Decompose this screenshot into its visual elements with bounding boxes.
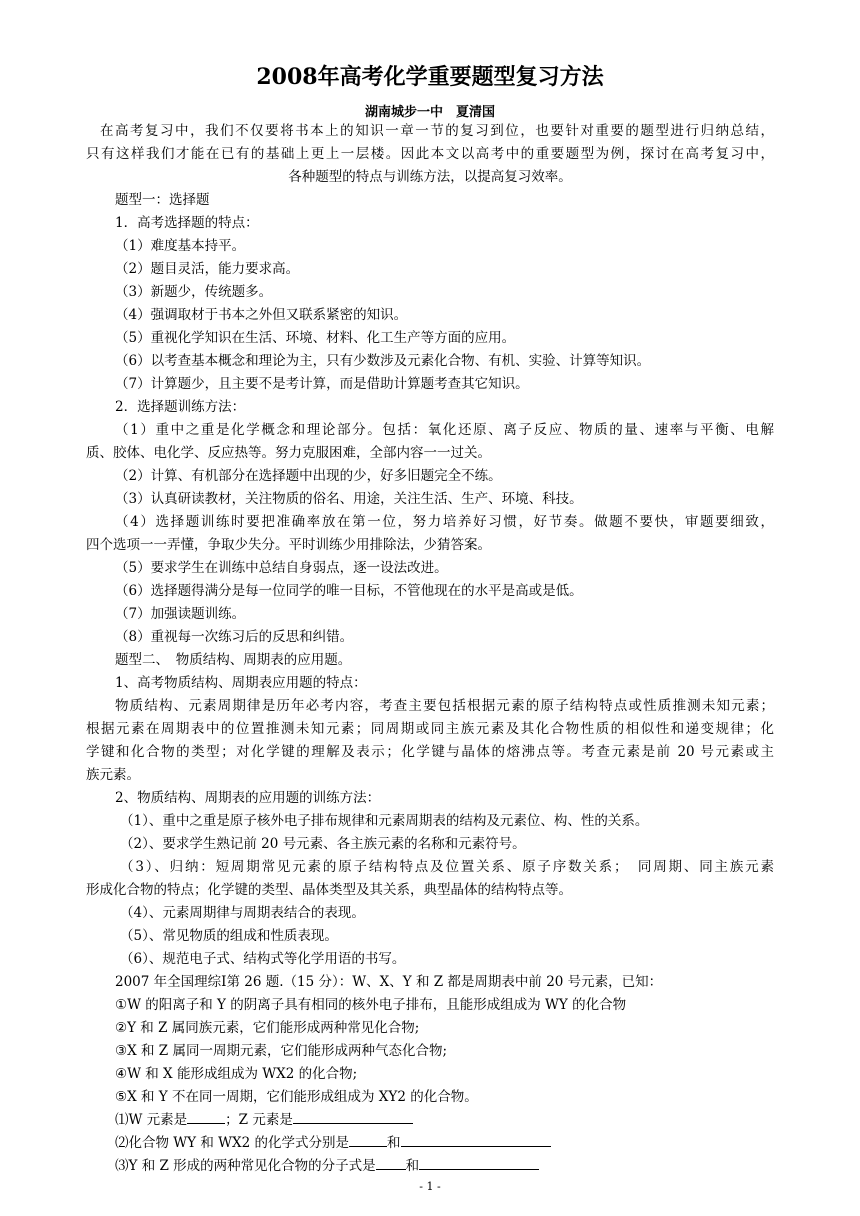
list-item: （4）选择题训练时要把准确率放在第一位，努力培养好习惯，好节奏。做题不要快，审题要细致， — [115, 514, 774, 530]
question-text: ⑴W 元素是 — [115, 1112, 188, 1128]
subsection-heading: 1、高考物质结构、周期表应用题的特点： — [115, 675, 367, 691]
problem-condition: ⑤X 和 Y 不在同一周期，它们能形成组成为 XY2 的化合物。 — [115, 1089, 478, 1105]
subsection-heading: 2．选择题训练方法： — [115, 399, 246, 415]
list-item: （2）、要求学生熟记前 20 号元素、各主族元素的名称和元素符号。 — [120, 836, 526, 852]
paragraph-line: 根据元素在周期表中的位置推测未知元素；同周期或同主族元素及其化合物性质的相似性和递变规律；化 — [86, 721, 774, 737]
answer-blank[interactable] — [293, 1109, 413, 1124]
section-heading: 题型二、 物质结构、周期表的应用题。 — [115, 652, 352, 668]
answer-blank[interactable] — [349, 1132, 387, 1147]
answer-blank[interactable] — [187, 1109, 225, 1124]
list-item-continuation: 四个选项一一弄懂，争取少失分。平时训练少用排除法，少猜答案。 — [86, 537, 491, 553]
subsection-heading: 2、物质结构、周期表的应用题的训练方法： — [115, 790, 381, 806]
problem-stem: 2007 年全国理综Ⅰ第 26 题.（15 分）：W、X、Y 和 Z 都是周期表中前 20 号元素，已知： — [115, 974, 663, 990]
list-item: （1）、重中之重是原子核外电子排布规律和元素周期表的结构及元素位、构、性的关系。 — [120, 813, 649, 829]
page-number: - 1 - — [419, 1180, 441, 1193]
section-heading: 题型一：选择题 — [115, 192, 210, 208]
answer-blank[interactable] — [401, 1132, 551, 1147]
list-item: （4）、元素周期律与周期表结合的表现。 — [120, 905, 365, 921]
list-item: （3）认真研读教材，关注物质的俗名、用途，关注生活、生产、环境、科技。 — [115, 491, 583, 507]
list-item: （5）、常见物质的组成和性质表现。 — [120, 928, 338, 944]
list-item: （6）、规范电子式、结构式等化学用语的书写。 — [120, 951, 406, 967]
list-item: （5）要求学生在训练中总结自身弱点，逐一设法改进。 — [115, 560, 448, 576]
list-item-continuation: 质、胶体、电化学、反应热等。努力克服困难，全部内容一一过关。 — [86, 445, 491, 461]
problem-condition: ①W 的阳离子和 Y 的阴离子具有相同的核外电子排布，且能形成组成为 WY 的化合物 — [115, 997, 627, 1013]
subsection-heading: 1．高考选择题的特点： — [115, 215, 259, 231]
question-3 — [115, 1155, 774, 1177]
paragraph-line: 学键和化合物的类型；对化学键的理解及表示；化学键与晶体的熔沸点等。考查元素是前 20 号元素或主 — [86, 744, 774, 760]
question-2 — [115, 1132, 774, 1154]
author-line: 湖南城步一中 夏清国 — [364, 105, 495, 120]
paragraph-line: 族元素。 — [86, 767, 140, 783]
list-item: （2）计算、有机部分在选择题中出现的少，好多旧题完全不练。 — [115, 468, 502, 484]
document-title: 2008年高考化学重要题型复习方法 — [256, 64, 604, 90]
list-item: （4）强调取材于书本之外但又联系紧密的知识。 — [115, 307, 408, 323]
list-item: （6）以考查基本概念和理论为主，只有少数涉及元素化合物、有机、实验、计算等知识。 — [115, 353, 651, 369]
list-item: （7）计算题少，且主要不是考计算，而是借助计算题考查其它知识。 — [115, 376, 529, 392]
answer-blank[interactable] — [376, 1155, 406, 1170]
list-item: （8）重视每一次练习后的反思和纠错。 — [115, 629, 354, 645]
list-item: （3）新题少，传统题多。 — [115, 284, 273, 300]
question-text: ⑵化合物 WY 和 WX2 的化学式分别是 — [115, 1135, 350, 1151]
problem-condition: ③X 和 Z 属同一周期元素，它们能形成两种气态化合物; — [115, 1043, 448, 1059]
list-item: （3）、归纳：短周期常见元素的原子结构特点及位置关系、原子序数关系； 同周期、同主族元素 — [120, 859, 774, 875]
list-item: （1）重中之重是化学概念和理论部分。包括：氧化还原、离子反应、物质的量、速率与平衡、电解 — [115, 422, 774, 438]
list-item: （5）重视化学知识在生活、环境、材料、化工生产等方面的应用。 — [115, 330, 516, 346]
list-item: （7）加强读题训练。 — [115, 606, 246, 622]
intro-line: 在高考复习中，我们不仅要将书本上的知识一章一节的复习到位，也要针对重要的题型进行归纳总结， — [100, 123, 774, 139]
intro-line: 只有这样我们才能在已有的基础上更上一层楼。因此本文以高考中的重要题型为例，探讨在高考复习中， — [86, 146, 774, 162]
list-item: （2）题目灵活，能力要求高。 — [115, 261, 300, 277]
intro-line: 各种题型的特点与训练方法，以提高复习效率。 — [288, 169, 572, 185]
problem-condition: ④W 和 X 能形成组成为 WX2 的化合物; — [115, 1066, 358, 1082]
question-text: ⑶Y 和 Z 形成的两种常见化合物的分子式是 — [115, 1158, 376, 1174]
paragraph-line: 物质结构、元素周期律是历年必考内容，考查主要包括根据元素的原子结构特点或性质推测未知元素； — [115, 698, 774, 714]
list-item: （6）选择题得满分是每一位同学的唯一目标，不管他现在的水平是高或是低。 — [115, 583, 583, 599]
question-text: 和 — [387, 1135, 401, 1151]
answer-blank[interactable] — [419, 1155, 539, 1170]
problem-condition: ②Y 和 Z 属同族元素，它们能形成两种常见化合物; — [115, 1020, 420, 1036]
list-item: （1）难度基本持平。 — [115, 238, 246, 254]
question-text: ；Z 元素是 — [225, 1112, 293, 1128]
question-text: 和 — [405, 1158, 420, 1174]
list-item-continuation: 形成化合物的特点；化学键的类型、晶体类型及其关系，典型晶体的结构特点等。 — [86, 882, 572, 898]
question-1 — [115, 1109, 774, 1131]
